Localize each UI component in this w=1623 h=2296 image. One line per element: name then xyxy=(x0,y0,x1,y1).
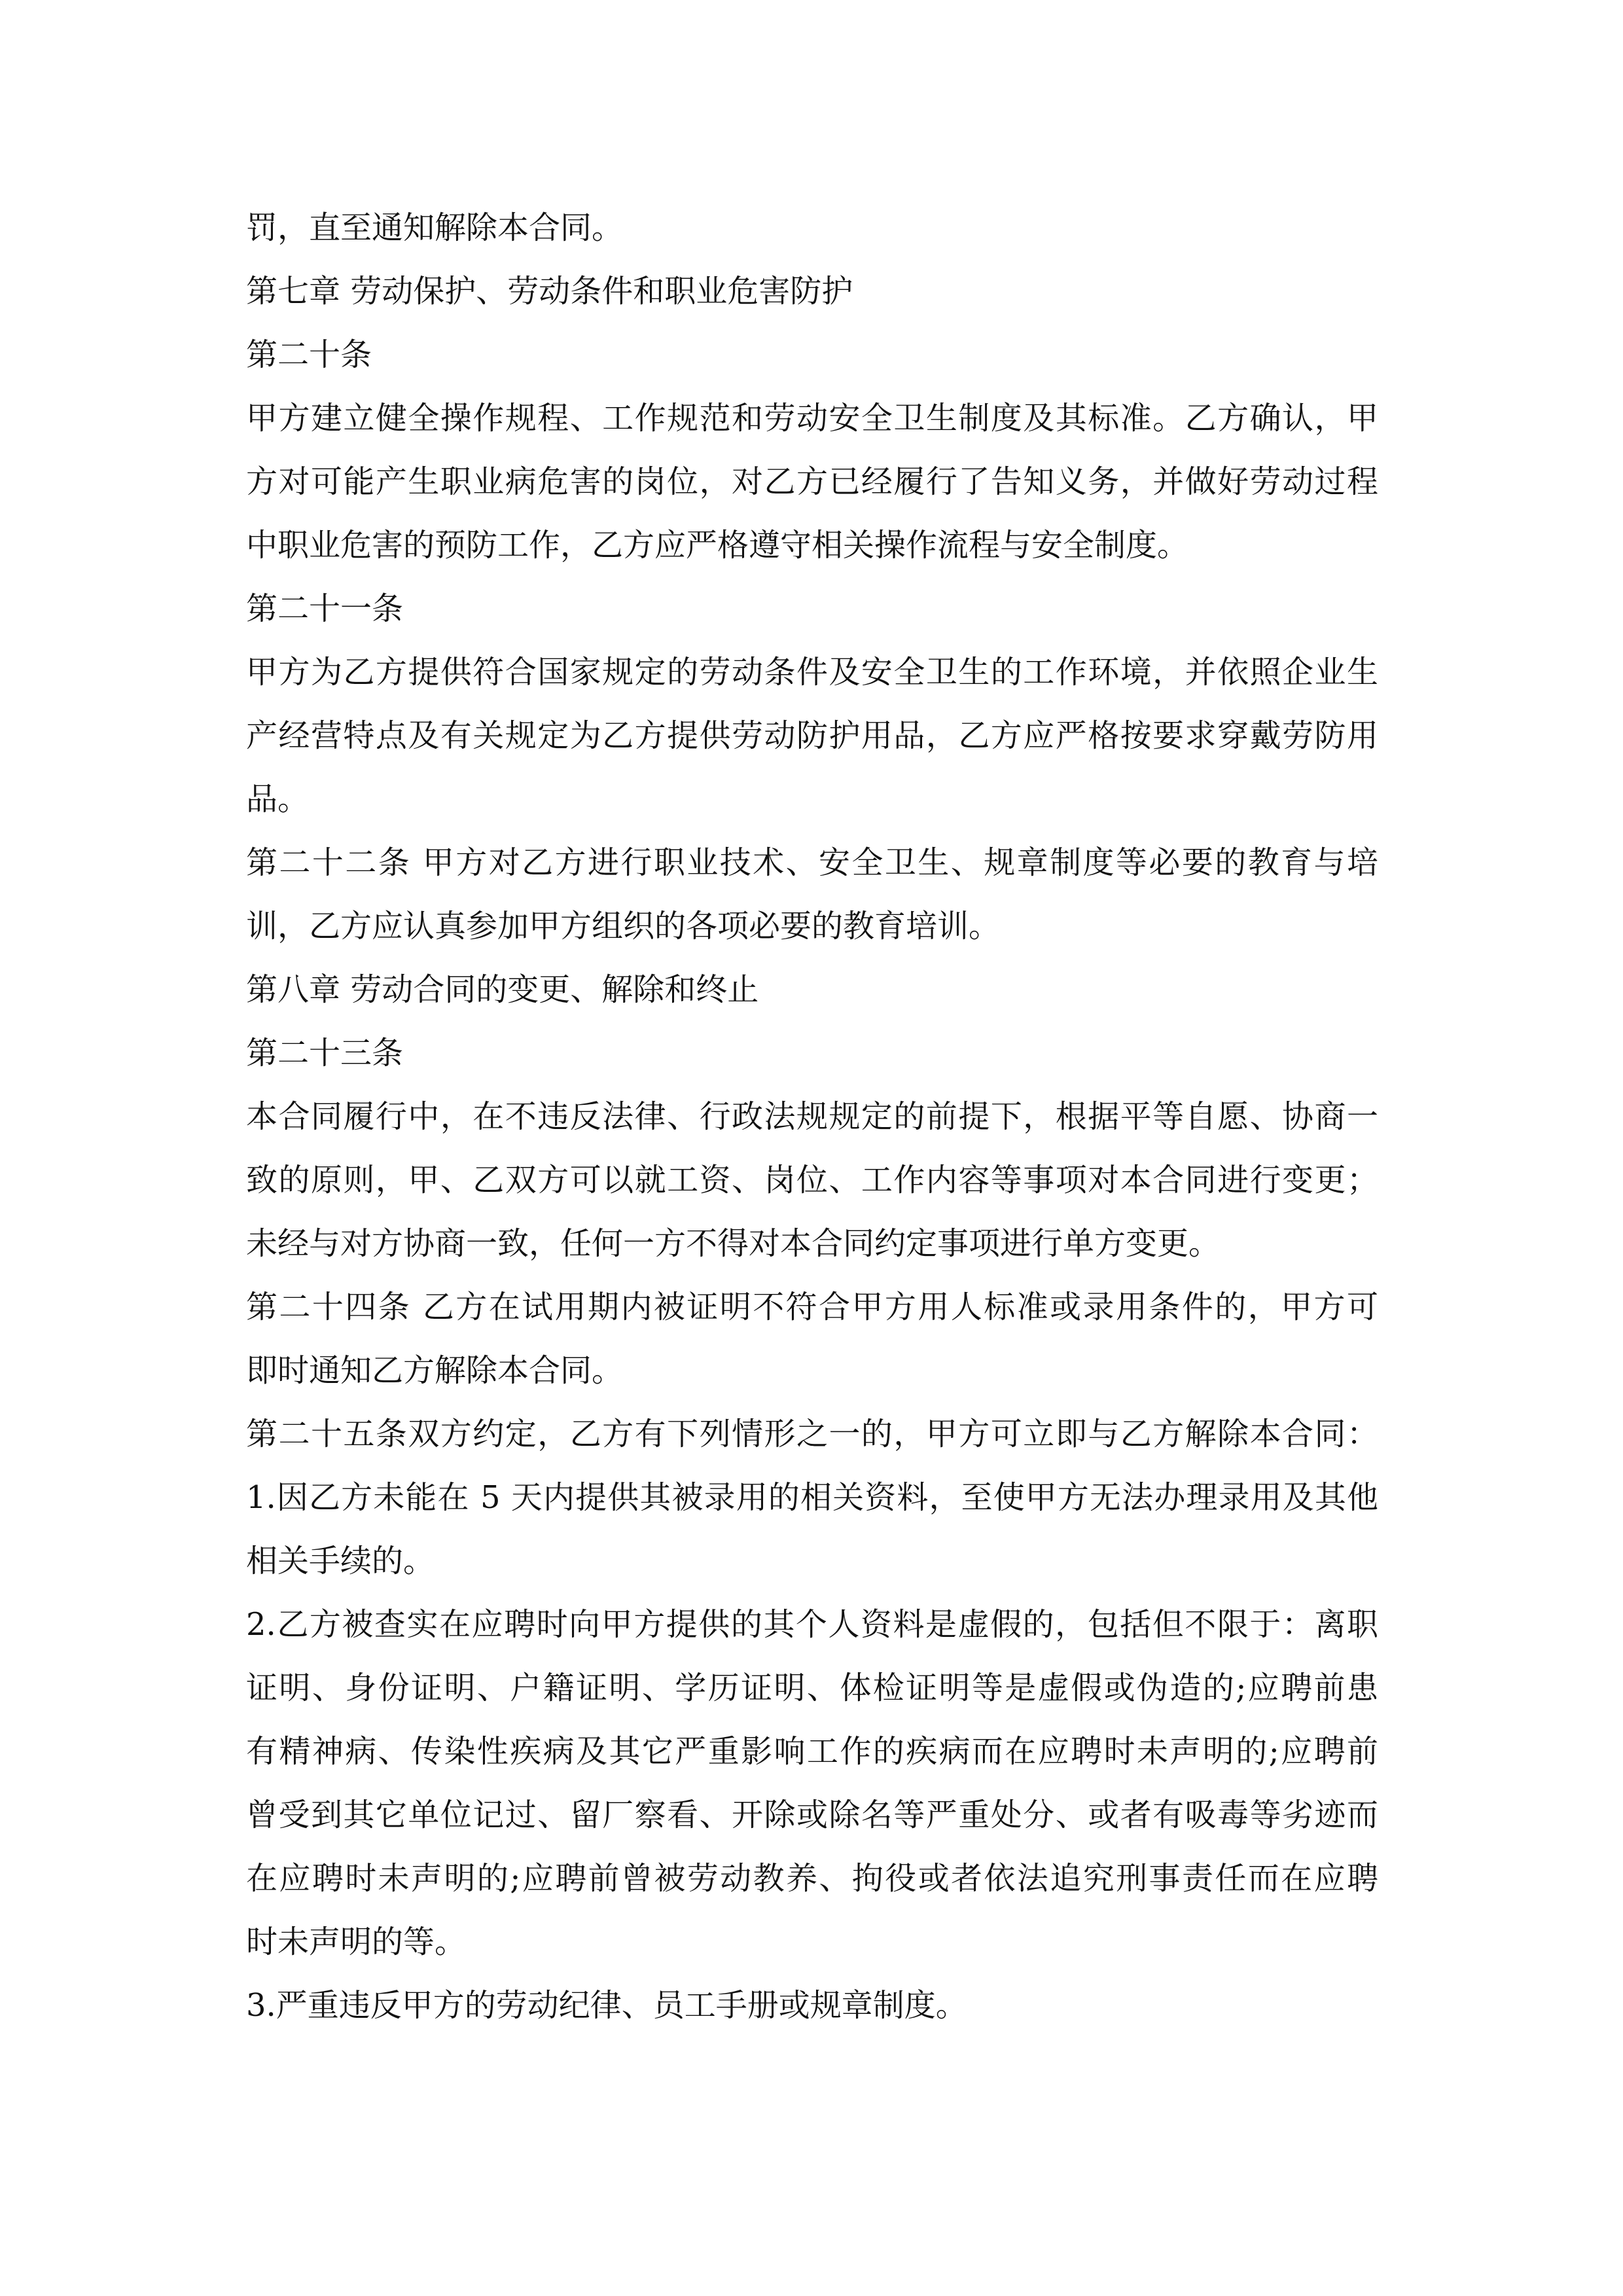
list-item-line: 曾受到其它单位记过、留厂察看、开除或除名等严重处分、或者有吸毒等劣迹而 xyxy=(246,1797,1378,1833)
paragraph-line: 甲方为乙方提供符合国家规定的劳动条件及安全卫生的工作环境，并依照企业生 xyxy=(246,654,1378,691)
paragraph-line: 即时通知乙方解除本合同。 xyxy=(246,1352,624,1389)
paragraph-line: 训，乙方应认真参加甲方组织的各项必要的教育培训。 xyxy=(246,908,1001,944)
paragraph-line: 甲方建立健全操作规程、工作规范和劳动安全卫生制度及其标准。乙方确认，甲 xyxy=(246,400,1378,437)
article-heading: 第二十一条 xyxy=(246,590,404,627)
list-item-line: 证明、身份证明、户籍证明、学历证明、体检证明等是虚假或伪造的;应聘前患 xyxy=(246,1670,1378,1706)
chapter-heading: 第八章 劳动合同的变更、解除和终止 xyxy=(246,971,759,1008)
article-heading: 第二十三条 xyxy=(246,1035,404,1071)
paragraph-line: 致的原则，甲、乙双方可以就工资、岗位、工作内容等事项对本合同进行变更； xyxy=(246,1162,1378,1198)
list-item-line: 1.因乙方未能在 5 天内提供其被录用的相关资料，至使甲方无法办理录用及其他 xyxy=(246,1479,1378,1516)
list-item-line: 时未声明的等。 xyxy=(246,1924,467,1960)
list-item-line: 2.乙方被查实在应聘时向甲方提供的其个人资料是虚假的，包括但不限于：离职 xyxy=(246,1606,1378,1643)
article-heading: 第二十条 xyxy=(246,336,372,373)
document-body xyxy=(246,196,1378,2037)
chapter-heading: 第七章 劳动保护、劳动条件和职业危害防护 xyxy=(246,273,853,310)
list-item-line: 有精神病、传染性疾病及其它严重影响工作的疾病而在应聘时未声明的;应聘前 xyxy=(246,1733,1378,1770)
paragraph-line: 方对可能产生职业病危害的岗位，对乙方已经履行了告知义务，并做好劳动过程 xyxy=(246,463,1378,500)
paragraph-line: 本合同履行中，在不违反法律、行政法规规定的前提下，根据平等自愿、协商一 xyxy=(246,1098,1378,1135)
paragraph-line: 品。 xyxy=(246,781,310,817)
paragraph-line: 未经与对方协商一致，任何一方不得对本合同约定事项进行单方变更。 xyxy=(246,1225,1221,1262)
list-item-line: 在应聘时未声明的;应聘前曾被劳动教养、拘役或者依法追究刑事责任而在应聘 xyxy=(246,1860,1378,1897)
list-item-line: 3.严重违反甲方的劳动纪律、员工手册或规章制度。 xyxy=(246,1987,967,2024)
paragraph-line: 中职业危害的预防工作，乙方应严格遵守相关操作流程与安全制度。 xyxy=(246,527,1189,564)
paragraph-line: 产经营特点及有关规定为乙方提供劳动防护用品，乙方应严格按要求穿戴劳防用 xyxy=(246,717,1378,754)
article-paragraph-line: 第二十五条双方约定，乙方有下列情形之一的，甲方可立即与乙方解除本合同： xyxy=(246,1416,1378,1452)
article-paragraph-line: 第二十四条 乙方在试用期内被证明不符合甲方用人标准或录用条件的，甲方可 xyxy=(246,1289,1378,1325)
paragraph-line: 罚，直至通知解除本合同。 xyxy=(246,209,624,246)
list-item-line: 相关手续的。 xyxy=(246,1543,435,1579)
article-paragraph-line: 第二十二条 甲方对乙方进行职业技术、安全卫生、规章制度等必要的教育与培 xyxy=(246,844,1378,881)
